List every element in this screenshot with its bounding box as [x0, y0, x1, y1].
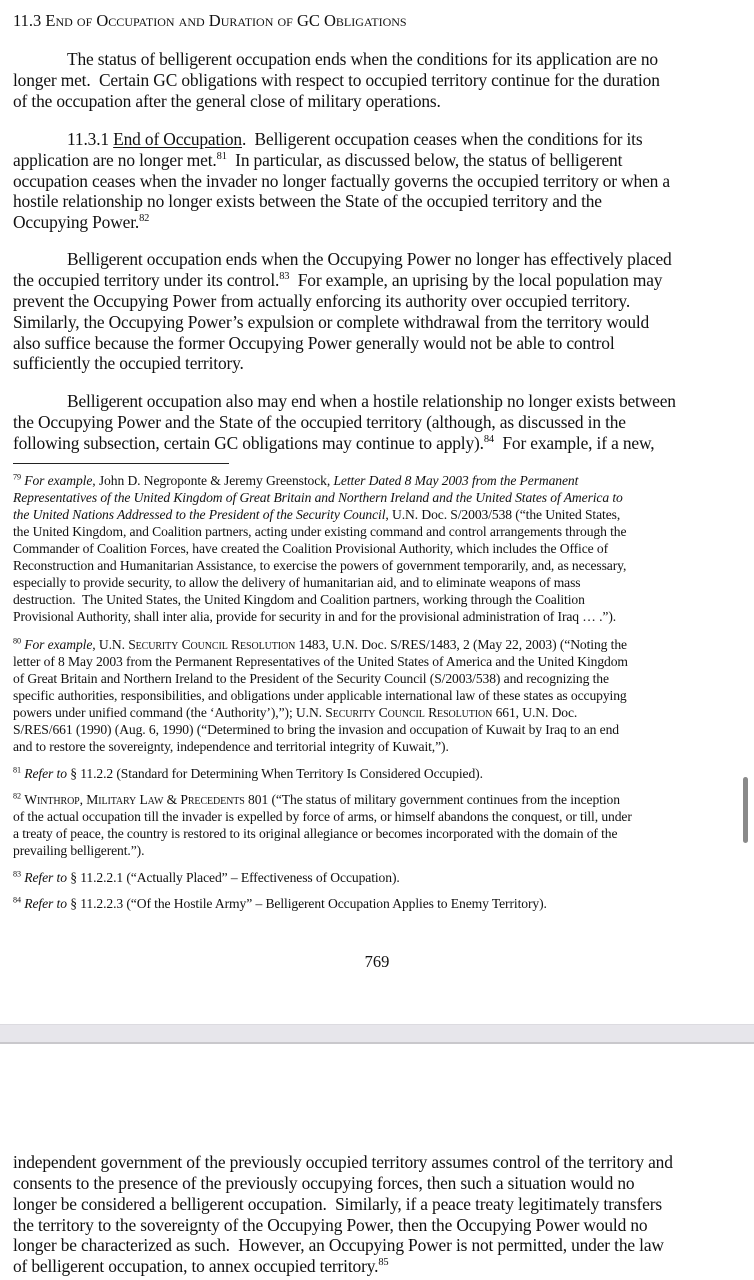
text-line: the territory to the sovereignty of the Occupying Power, then the Occupying Power would no	[13, 1215, 648, 1235]
vertical-scrollbar-thumb[interactable]	[743, 777, 748, 843]
text-line	[13, 491, 623, 505]
text-line	[13, 897, 547, 911]
text-line: destruction. The United States, the United Kingdom and Coalition partners, working through the Coalition	[13, 592, 585, 607]
text-line: longer be characterized as such. However, an Occupying Power is not permitted, under the law	[13, 1235, 664, 1255]
text-span: 1483, U.N. Doc. S/RES/1483, 2 (May 22, 2003) (“Noting the	[295, 637, 627, 652]
text-span: , U.N.	[92, 637, 129, 652]
section-title: End of Occupation and Duration of GC Obligations	[45, 11, 407, 30]
text-span: the occupied territory under its control.	[13, 270, 280, 290]
subsection-number: 11.3.1	[67, 129, 109, 149]
text-span: Security Council Resolution	[325, 705, 493, 720]
text-span: § 11.2.2.1 (“Actually Placed” – Effectiveness of Occupation).	[66, 870, 400, 885]
text-span: , John D. Negroponte & Jeremy Greenstock,	[92, 473, 334, 488]
text-line: Belligerent occupation also may end when a hostile relationship no longer exists between	[67, 391, 676, 411]
text-span: 801 (“The status of military government continues from the inception	[244, 792, 620, 807]
text-line	[13, 706, 577, 720]
text-line: of the actual occupation till the invader is expelled by force of arms, or himself abandons the conquest, or till, under	[13, 809, 632, 824]
section-heading	[13, 13, 407, 30]
text-span: Security Council Resolution	[128, 637, 296, 652]
text-span: For example, an uprising by the local population may	[289, 270, 663, 290]
text-span: § 11.2.2 (Standard for Determining When Territory Is Considered Occupied).	[66, 766, 483, 781]
text-line: consents to the presence of the previously occupying forces, then such a situation would no	[13, 1173, 635, 1193]
text-span: Occupying Power.	[13, 212, 140, 232]
text-line: The status of belligerent occupation ends when the conditions for its application are no	[67, 49, 658, 69]
text-line: hostile relationship no longer exists between the State of the occupied territory and the	[13, 191, 602, 211]
text-span: . Belligerent occupation ceases when the conditions for its	[241, 129, 643, 149]
text-line: S/RES/661 (1990) (Aug. 6, 1990) (“Determined to bring the invasion and occupation of Kuwait by Iraq to an end	[13, 722, 619, 737]
section-number: 11.3	[13, 11, 42, 30]
footnote-divider	[13, 463, 229, 464]
text-line: longer be considered a belligerent occupation. Similarly, if a peace treaty legitimately transfers	[13, 1194, 662, 1214]
text-line: Commander of Coalition Forces, have created the Coalition Provisional Authority, which includes the Office of	[13, 541, 609, 556]
text-span: application are no longer met.	[13, 150, 217, 170]
footnote-ref-82[interactable]: 82	[139, 213, 150, 225]
text-span: For example, if a new,	[494, 433, 655, 453]
text-line	[13, 152, 622, 169]
subsection-heading: End of Occupation	[113, 129, 242, 149]
page-number: 769	[364, 952, 390, 971]
text-span: the United Nations Addressed to the President of the Security Council	[13, 507, 386, 522]
text-span: For example	[24, 473, 93, 488]
footnote-ref-84[interactable]: 84	[483, 434, 494, 446]
text-line: specific authorities, responsibilities, and obligations under applicable international law of these states as occupying	[13, 688, 627, 703]
footnote-number: 84	[13, 895, 21, 905]
text-line	[67, 131, 642, 148]
footnote-ref-83[interactable]: 83	[279, 271, 290, 283]
text-line: Belligerent occupation ends when the Occupying Power no longer has effectively placed	[67, 249, 672, 269]
text-span: following subsection, certain GC obligations may continue to apply).	[13, 433, 484, 453]
text-span: Refer to	[24, 766, 67, 781]
text-line	[13, 767, 483, 781]
text-line	[13, 474, 578, 488]
text-line	[13, 508, 620, 522]
footnote-ref-81[interactable]: 81	[216, 151, 227, 163]
text-line	[13, 435, 654, 452]
text-line: longer met. Certain GC obligations with respect to occupied territory continue for the duration	[13, 70, 660, 90]
text-span: In particular, as discussed below, the status of belligerent	[226, 150, 623, 170]
text-line: also suffice because the former Occupying Power generally would not be able to control	[13, 333, 615, 353]
text-line: Provisional Authority, shall inter alia, provide for security in and for the provisional administration of Iraq … .”).	[13, 609, 617, 624]
text-line: of Great Britain and Northern Ireland to the President of the Security Council (S/2003/538) and recognizing the	[13, 671, 609, 686]
text-line	[13, 871, 400, 885]
text-line: the United Kingdom, and Coalition partners, acting under existing command and control arrangements through the	[13, 524, 627, 539]
text-span: Letter Dated 8 May 2003 from the Permanent	[333, 473, 579, 488]
text-line: and to restore the sovereignty, independence and territorial integrity of Kuwait,”).	[13, 739, 449, 754]
footnote-ref-85[interactable]: 85	[378, 1257, 389, 1269]
text-line: the Occupying Power and the State of the occupied territory (although, as discussed in the	[13, 412, 626, 432]
text-line: especially to provide security, to allow the delivery of humanitarian aid, and to eliminate weapons of mass	[13, 575, 581, 590]
page-separator	[0, 1024, 754, 1044]
text-span: § 11.2.2.3 (“Of the Hostile Army” – Belligerent Occupation Applies to Enemy Territory).	[66, 896, 547, 911]
footnote-number: 81	[13, 765, 21, 775]
text-line: letter of 8 May 2003 from the Permanent Representatives of the United States of America and the United Kingdom	[13, 654, 628, 669]
text-line: of the occupation after the general close of military operations.	[13, 91, 441, 111]
text-span: , U.N. Doc. S/2003/538 (“the United States,	[385, 507, 621, 522]
text-line: Reconstruction and Humanitarian Assistance, to exercise the powers of government temporarily, and, as necessary,	[13, 558, 627, 573]
text-span: of belligerent occupation, to annex occupied territory.	[13, 1256, 379, 1276]
text-line: sufficiently the occupied territory.	[13, 353, 244, 373]
footnote-number: 80	[13, 636, 21, 646]
text-span: Winthrop, Military Law & Precedents	[24, 792, 245, 807]
text-line: occupation ceases when the invader no longer factually governs the occupied territory or when a	[13, 171, 670, 191]
text-line	[13, 793, 620, 807]
text-line: a treaty of peace, the country is restored to its original allegiance or becomes incorporated with the domain of the	[13, 826, 618, 841]
text-span: Representatives of the United Kingdom of Great Britain and Northern Ireland and the United States of America to	[13, 490, 623, 505]
text-line: prevailing belligerent.”).	[13, 843, 145, 858]
text-span: Refer to	[24, 896, 67, 911]
footnote-number: 82	[13, 791, 21, 801]
text-line	[13, 214, 149, 231]
text-line	[13, 638, 627, 652]
document-page-770	[0, 1044, 754, 1280]
text-span: Refer to	[24, 870, 67, 885]
text-line	[13, 1258, 388, 1275]
text-span: powers under unified command (the ‘Authority’),”); U.N.	[13, 705, 326, 720]
text-span: For example	[24, 637, 93, 652]
footnote-number: 79	[13, 472, 21, 482]
footnote-number: 83	[13, 869, 21, 879]
text-line: prevent the Occupying Power from actually enforcing its authority over occupied territory.	[13, 291, 631, 311]
text-line	[13, 272, 662, 289]
text-span: 661, U.N. Doc.	[492, 705, 578, 720]
text-line: independent government of the previously occupied territory assumes control of the territory and	[13, 1152, 673, 1172]
text-line: Similarly, the Occupying Power’s expulsion or complete withdrawal from the territory would	[13, 312, 650, 332]
